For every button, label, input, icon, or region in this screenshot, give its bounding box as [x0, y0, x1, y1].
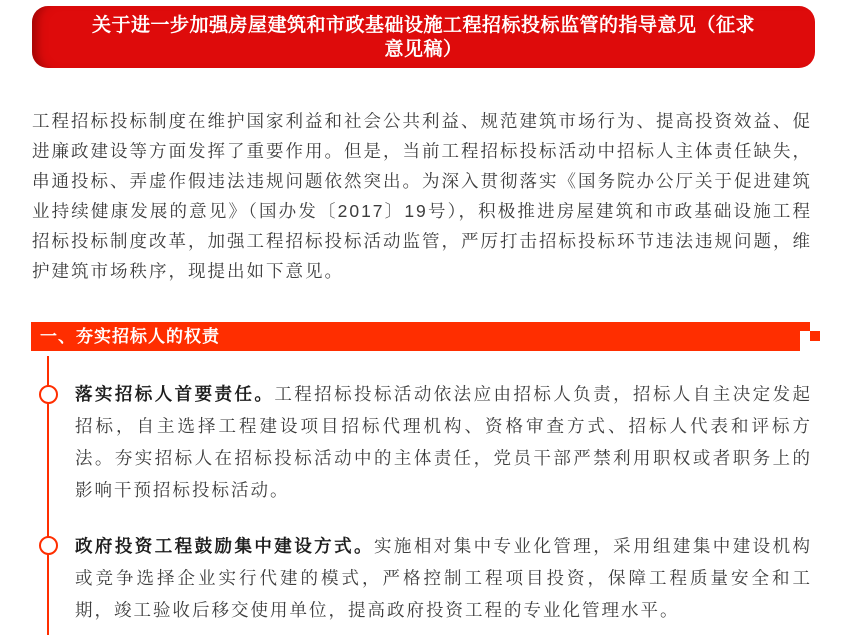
bullet-body-text: 工程招标投标活动依法应由招标人负责，招标人自主决定发起招标，自主选择工程建设项目招标代理机构、资格审查方式、招标人代表和评标方法。夯实招标人在招标投标活动中的主体责任，党员干部严禁利用职权或者职务上的影响干预招标投标活动。 — [75, 384, 813, 500]
bullet-lead-text: 政府投资工程鼓励集中建设方式。 — [75, 536, 374, 556]
bullet-lead-text: 落实招标人首要责任。 — [75, 384, 275, 404]
pixel-corner-decoration — [800, 341, 810, 351]
document-title: 关于进一步加强房屋建筑和市政基础设施工程招标投标监管的指导意见（征求意见稿） — [91, 15, 755, 60]
bullet-body-text: 实施相对集中专业化管理，采用组建集中建设机构或竞争选择企业实行代建的模式，严格控制工程项目投资，保障工程质量安全和工期，竣工验收后移交使用单位，提高政府投资工程的专业化管理水平。 — [75, 536, 813, 620]
bullet-marker-circle-icon — [39, 536, 58, 555]
pixel-corner-decoration — [810, 331, 820, 341]
section-heading: 一、夯实招标人的权责 — [40, 327, 220, 346]
bullet-item — [75, 378, 812, 506]
pixel-corner-decoration — [800, 331, 810, 341]
title-banner — [32, 6, 815, 68]
section-heading-bar — [31, 322, 810, 351]
bullet-marker-circle-icon — [39, 385, 58, 404]
bullet-item — [75, 530, 812, 626]
intro-paragraph: 工程招标投标制度在维护国家利益和社会公共利益、规范建筑市场行为、提高投资效益、促进廉政建设等方面发挥了重要作用。但是，当前工程招标投标活动中招标人主体责任缺失，串通投标、弄虚作假违法违规问题依然突出。为深入贯彻落实《国务院办公厅关于促进建筑业持续健康发展的意见》（国办发〔2017〕19号），积极推进房屋建筑和市政基础设施工程招标投标制度改革，加强工程招标投标活动监管，严厉打击招标投标环节违法违规问题，维护建筑市场秩序，现提出如下意见。 — [32, 111, 812, 281]
